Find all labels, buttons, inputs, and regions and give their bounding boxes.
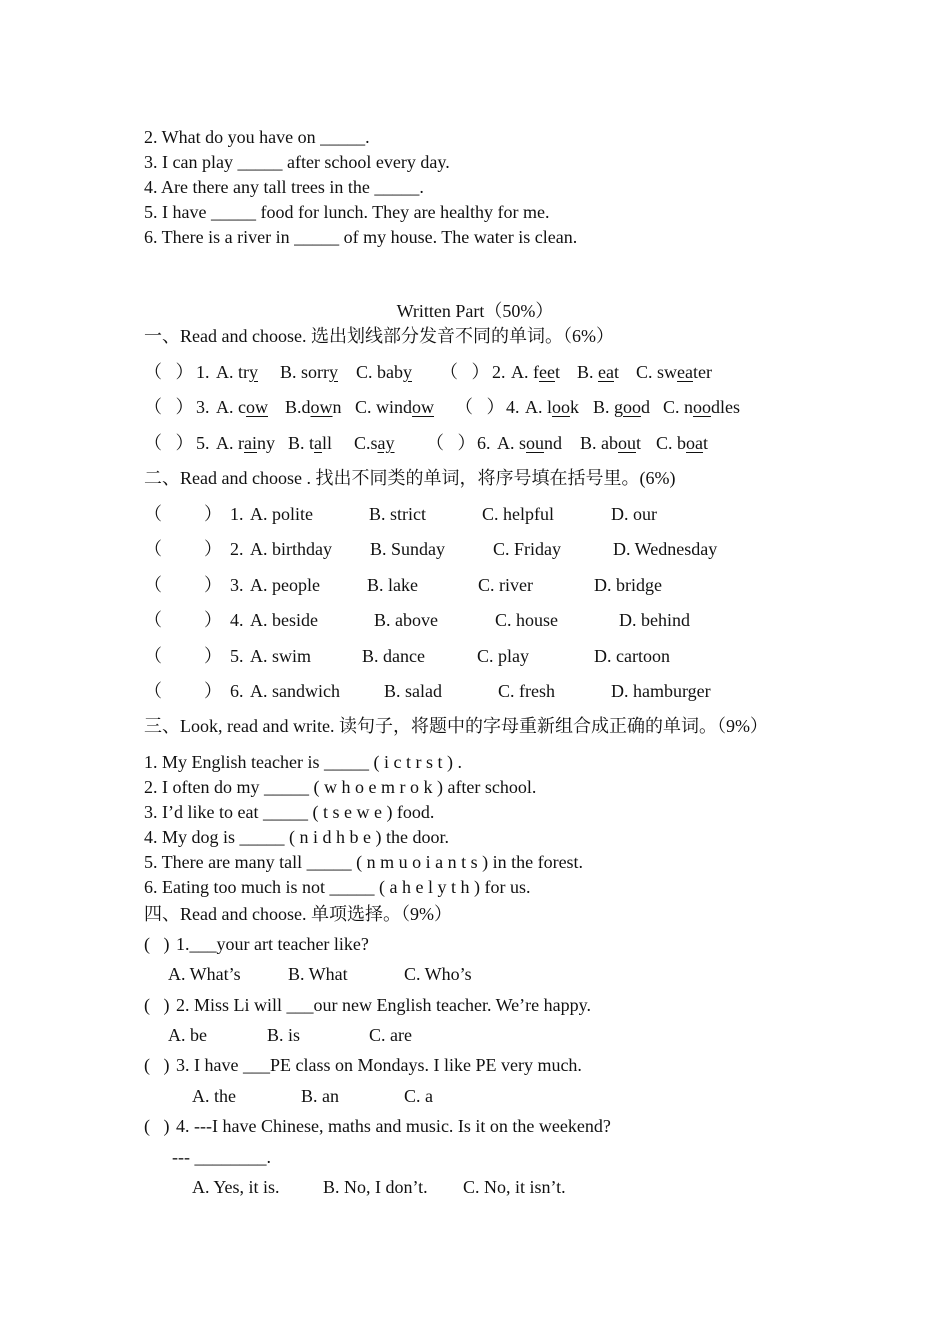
- answer-paren-open: （: [144, 575, 162, 595]
- fill-in-item-5: 5. I have _____ food for lunch. They are healthy for me.: [144, 202, 550, 222]
- option-b: B. eat: [577, 362, 620, 382]
- question-number: 6.: [230, 681, 244, 701]
- option-c: C. play: [477, 646, 529, 666]
- unscramble-item: 6. Eating too much is not _____ ( a h e l y t h ) for us.: [144, 877, 531, 897]
- unscramble-item: 2. I often do my _____ ( w h o e m r o k ) after school.: [144, 777, 537, 797]
- option-c: C. boat: [656, 433, 709, 453]
- question-number: 5.: [230, 646, 244, 666]
- option-a: A. cow: [216, 397, 268, 417]
- option-c: C. noodles: [663, 397, 741, 417]
- option-d: D. hamburger: [611, 681, 711, 701]
- answer-paren-open: （: [144, 539, 162, 559]
- option-d: D. cartoon: [594, 646, 670, 666]
- option-a: A. beside: [250, 610, 318, 630]
- section-1-heading: 一、Read and choose. 选出划线部分发音不同的单词。（6%）: [144, 326, 614, 346]
- option-a: A. What’s: [168, 964, 241, 984]
- question-stem: 3. I have ___PE class on Mondays. I like PE very much.: [176, 1055, 582, 1075]
- option-c: C. Who’s: [404, 964, 472, 984]
- option-a: A. Yes, it is.: [192, 1177, 280, 1197]
- answer-paren: （ ）: [440, 362, 490, 382]
- option-d: D. behind: [619, 610, 690, 630]
- answer-paren-close: ）: [204, 681, 222, 701]
- unscramble-item: 3. I’d like to eat _____ ( t s e w e ) food.: [144, 802, 435, 822]
- option-a: A. people: [250, 575, 320, 595]
- option-c: C. house: [495, 610, 558, 630]
- option-a: A. be: [168, 1025, 207, 1045]
- option-b: B. is: [267, 1025, 301, 1045]
- option-b: B. Sunday: [370, 539, 446, 559]
- question-number: 1.: [196, 362, 210, 382]
- answer-paren: （ ）: [144, 397, 194, 417]
- option-a: A. swim: [250, 646, 312, 666]
- question-number: 4.: [230, 610, 244, 630]
- option-b: B. above: [374, 610, 438, 630]
- unscramble-item: 4. My dog is _____ ( n i d h b e ) the door.: [144, 827, 449, 847]
- question-stem: 4. ---I have Chinese, maths and music. Is it on the weekend?: [176, 1116, 611, 1136]
- option-c: C.say: [354, 433, 395, 453]
- answer-paren-close: ）: [204, 504, 222, 524]
- option-b: B. about: [580, 433, 642, 453]
- option-b: B. No, I don’t.: [323, 1177, 428, 1197]
- question-number: 2.: [230, 539, 244, 559]
- answer-paren-close: ）: [204, 646, 222, 666]
- option-c: C. sweater: [636, 362, 712, 382]
- option-b: B. tall: [288, 433, 333, 453]
- question-number: 3.: [230, 575, 244, 595]
- option-c: C. fresh: [498, 681, 555, 701]
- question-number: 3.: [196, 397, 210, 417]
- question-stem: 1.___your art teacher like?: [176, 934, 369, 954]
- fill-in-item-2: 2. What do you have on _____.: [144, 127, 370, 147]
- answer-line: --- ________.: [172, 1147, 271, 1167]
- option-a: A. sound: [497, 433, 563, 453]
- answer-paren-open: （: [144, 504, 162, 524]
- option-c: C. a: [404, 1086, 433, 1106]
- answer-paren: ( ): [144, 1116, 170, 1136]
- answer-paren-close: ）: [204, 539, 222, 559]
- answer-paren-open: （: [144, 610, 162, 630]
- fill-in-item-4: 4. Are there any tall trees in the _____.: [144, 177, 424, 197]
- answer-paren-open: （: [144, 646, 162, 666]
- question-stem: 2. Miss Li will ___our new English teacher. We’re happy.: [176, 995, 591, 1015]
- answer-paren: （ ）: [144, 362, 194, 382]
- option-c: C. baby: [356, 362, 412, 382]
- option-a: A. feet: [511, 362, 560, 382]
- option-b: B. What: [288, 964, 348, 984]
- answer-paren-close: ）: [204, 610, 222, 630]
- question-number: 6.: [477, 433, 491, 453]
- option-b: B. an: [301, 1086, 339, 1106]
- option-a: A. the: [192, 1086, 236, 1106]
- answer-paren-close: ）: [204, 575, 222, 595]
- option-a: A. polite: [250, 504, 313, 524]
- option-b: B. dance: [362, 646, 425, 666]
- option-b: B. good: [593, 397, 651, 417]
- option-c: C. window: [355, 397, 435, 417]
- option-a: A. look: [525, 397, 579, 417]
- option-a: A. rainy: [216, 433, 275, 453]
- option-a: A. try: [216, 362, 258, 382]
- option-b: B.down: [285, 397, 342, 417]
- answer-paren: （ ）: [426, 433, 476, 453]
- section-4-heading: 四、Read and choose. 单项选择。（9%）: [144, 904, 452, 924]
- unscramble-item: 1. My English teacher is _____ ( i c t r s t ) .: [144, 752, 462, 772]
- question-number: 4.: [506, 397, 520, 417]
- question-number: 1.: [230, 504, 244, 524]
- section-2-heading: 二、Read and choose . 找出不同类的单词，将序号填在括号里。(6%): [144, 468, 676, 488]
- fill-in-item-3: 3. I can play _____ after school every day.: [144, 152, 450, 172]
- answer-paren: ( ): [144, 995, 170, 1015]
- question-number: 2.: [492, 362, 506, 382]
- option-b: B. salad: [384, 681, 442, 701]
- option-c: C. No, it isn’t.: [463, 1177, 566, 1197]
- option-d: D. our: [611, 504, 657, 524]
- answer-paren: （ ）: [455, 397, 505, 417]
- option-d: D. Wednesday: [613, 539, 718, 559]
- answer-paren: ( ): [144, 1055, 170, 1075]
- option-c: C. Friday: [493, 539, 562, 559]
- option-a: A. birthday: [250, 539, 332, 559]
- section-3-heading: 三、Look, read and write. 读句子，将题中的字母重新组合成正确的单词。（9%）: [144, 716, 768, 736]
- option-b: B. sorry: [280, 362, 338, 382]
- answer-paren-open: （: [144, 681, 162, 701]
- option-c: C. river: [478, 575, 533, 595]
- answer-paren: （ ）: [144, 433, 194, 453]
- part-title: Written Part（50%）: [396, 301, 554, 321]
- question-number: 5.: [196, 433, 210, 453]
- option-d: D. bridge: [594, 575, 662, 595]
- unscramble-item: 5. There are many tall _____ ( n m u o i a n t s ) in the forest.: [144, 852, 584, 872]
- fill-in-item-6: 6. There is a river in _____ of my house. The water is clean.: [144, 227, 578, 247]
- option-c: C. are: [369, 1025, 412, 1045]
- option-b: B. lake: [367, 575, 418, 595]
- answer-paren: ( ): [144, 934, 170, 954]
- option-a: A. sandwich: [250, 681, 340, 701]
- option-c: C. helpful: [482, 504, 554, 524]
- option-b: B. strict: [369, 504, 426, 524]
